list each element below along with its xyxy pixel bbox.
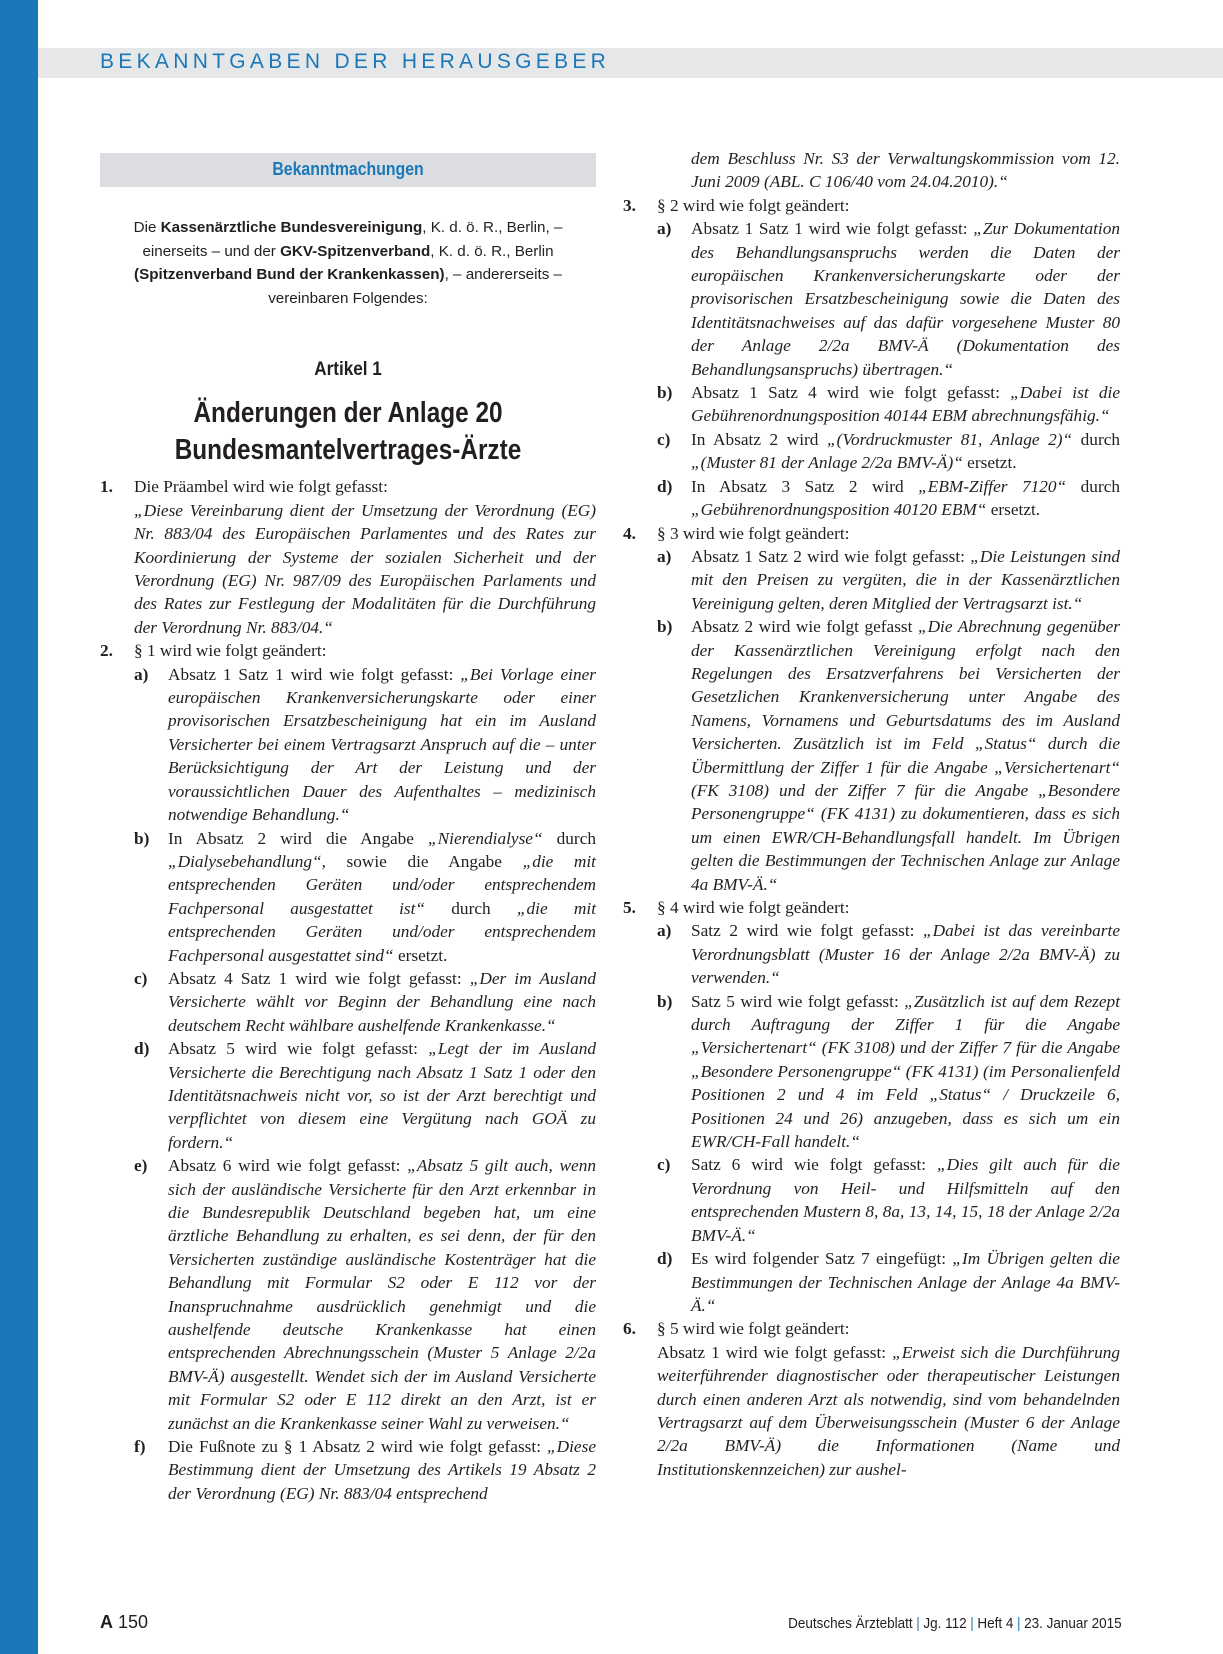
sub-text: Die Fußnote zu § 1 Absatz 2 wird wie folgt gefasst: [168,1437,548,1457]
right-column [623,147,1120,1481]
sub-text: In Absatz 2 wird [691,429,828,449]
item-intro: Die Präambel wird wie folgt gefasst: [134,477,388,497]
sub-text: durch [1072,429,1121,449]
sub-letter: d) [134,1039,150,1059]
item-5-c [657,1153,1120,1247]
sub-text: Satz 2 wird wie folgt gefasst: [691,921,924,941]
sub-text: Absatz 1 Satz 2 wird wie folgt gefasst: [691,546,971,566]
intro-text-3: , K. d. ö. R., Berlin [430,242,554,260]
intro-spitzenverband: (Spitzenverband Bund der Krankenkassen) [134,266,445,283]
item-4-b [657,615,1120,896]
sub-letter: a) [657,546,672,566]
sub-text: Absatz 1 Satz 1 wird wie folgt gefasst: [168,664,461,684]
intro-gkv: GKV-Spitzenverband [280,242,431,260]
sub-quote: „Die Leistungen sind mit den Preisen zu vergüten, die in der Kassenärztlichen Vereinigung gelten, deren Mitglied der Vertragsarzt ist.“ [691,546,1121,613]
item-2-c [134,967,596,1037]
item-intro: § 1 wird wie folgt geändert: [134,641,327,661]
footer-citation [788,1615,1122,1632]
item-3-c [657,428,1120,475]
intro-kbv: Kassenärztliche Bundesvereinigung [160,219,423,236]
item-quote: „Erweist sich die Durchführung weiterführender diagnostischer oder therapeutischer Leistungen durch einen anderen Arzt als notwendig, sind vom behandelnden Vertragsarzt auf dem Überweisungsschein (Muster 6 der Anlage 2/2a BMV-Ä) die Informationen (Name und Institutionskennzeichen) zur aushel- [657,1342,1120,1479]
sub-letter: a) [657,219,672,239]
intro-text-1: Die [133,219,161,236]
sub-text: durch [542,828,596,848]
sub-quote: „die mit entsprechenden Geräten und/oder entsprechendem Fachpersonal ausgestattet sind“ [168,898,596,965]
footer-separator: | [916,1615,921,1632]
sub-quote: „Zur Dokumentation des Behandlungsanspruchs werden die Daten der europäischen Krankenversicherungskarte oder der provisorischen Ersatzbescheinigung sowie die Daten des Identitätsnachweises auf das dafür vorgesehene Muster 80 der Anlage 2/2a BMV-Ä (Dokumentation des Behandlungsanspruchs) übertragen.“ [691,219,1120,379]
footer-separator: | [1017,1615,1021,1632]
sub-letter: b) [134,828,150,848]
item-intro: § 5 wird wie folgt geändert: [657,1319,850,1339]
sub-text: durch [425,898,517,918]
item-2-a [134,663,596,827]
sub-quote: „Absatz 5 gilt auch, wenn sich der ausländische Versicherte für den Arzt erkennbar in die Bundesrepublik Deutschland begeben hat, um eine ärztliche Behandlung zu erhalten, es sei denn, der für den Versicherten zuständige ausländische Kostenträger hat die Behandlung mit Formular S2 oder E 112 vor der Inanspruchnahme ausdrücklich genehmigt und die aushelfende deutsche Krankenkasse hat einen entsprechenden Abrechnungsschein (Muster 5 Anlage 2/2a BMV-Ä) ausgestellt. Wendet sich der im Ausland Versicherte mit Formular S2 oder E 112 direkt an den Arzt, ist er zunächst an die Krankenkasse seiner Wahl zu verweisen.“ [168,1156,596,1433]
sub-letter: b) [657,383,673,403]
page-num: 150 [113,1612,149,1632]
article-label: Artikel 1 [314,359,382,380]
sub-quote: „Dabei ist die Gebührenordnungsposition 40144 EBM abrechnungsfähig.“ [691,383,1120,426]
item-3-a [657,217,1120,381]
sub-letter: f) [134,1437,146,1457]
article-title-line-2: Bundesmantelvertrages-Ärzte [174,434,522,467]
item-5-a [657,919,1120,989]
item-number: 3. [623,195,636,215]
sub-quote: „EBM-Ziffer 7120“ [918,476,1067,496]
sub-text: Absatz 2 wird wie folgt gefasst [691,617,918,637]
footer-separator: | [970,1615,975,1632]
item-number: 2. [100,641,113,661]
item-5-b [657,990,1120,1154]
sub-letter: b) [657,991,673,1011]
item-number: 4. [623,523,636,543]
item-number: 6. [623,1319,636,1339]
sub-letter: a) [657,921,672,941]
article-title [140,395,557,469]
sub-letter: b) [657,617,673,637]
sub-text: In Absatz 3 Satz 2 wird [691,476,919,496]
intro-text-4: , – andererseits – vereinbaren Folgendes: [268,266,562,307]
item-5 [623,896,1120,919]
item-2-b [134,827,596,967]
page-number [100,1612,148,1633]
article-title-line-1: Änderungen der Anlage 20 [193,397,503,430]
sub-quote: „Legt der im Ausland Versicherte die Berechtigung nach Absatz 1 Satz 1 oder den Identitätsnachweis nicht vor, so ist der Arzt berechtigt und verpflichtet von diesem eine Vergütung nach GOÄ zu fordern.“ [168,1039,596,1152]
section-box [100,153,596,187]
sub-quote: „(Vordruckmuster 81, Anlage 2)“ [827,429,1073,449]
item-2-e [134,1154,596,1435]
sub-text: Absatz 1 Satz 1 wird wie folgt gefasst: [691,219,974,239]
sub-letter: c) [657,1155,671,1175]
item-4-a [657,545,1120,615]
item-2-d [134,1037,596,1154]
intro-paragraph [100,216,596,310]
sub-text: In Absatz 2 wird die Angabe [168,828,429,848]
sub-quote: „Dabei ist das vereinbarte Verordnungsblatt (Muster 16 der Anlage 2/2a BMV-Ä) zu verwenden.“ [691,921,1121,988]
item-3-d [657,475,1120,522]
sub-text: Satz 6 wird wie folgt gefasst: [691,1155,938,1175]
item-5-d [657,1247,1120,1317]
sub-quote: „Diese Bestimmung dient der Umsetzung des Artikels 19 Absatz 2 der Verordnung (EG) Nr. 883/04 entsprechend [168,1437,596,1503]
item-intro: § 4 wird wie folgt geändert: [657,898,850,917]
journal-date: 23. Januar 2015 [1024,1615,1122,1632]
sub-quote: „Dies gilt auch für die Verordnung von Heil- und Hilfsmitteln auf den entsprechenden Mustern 8, 8a, 13, 14, 15, 18 der Anlage 2/2a BMV-Ä.“ [691,1155,1120,1245]
sub-text: durch [1066,476,1121,496]
sub-text: ersetzt. [393,945,448,965]
sub-letter: d) [657,1249,673,1269]
left-column [100,150,596,1505]
page-prefix: A [100,1612,113,1632]
sub-letter: a) [134,664,149,684]
item-3 [623,194,1120,217]
page-header-title: BEKANNTGABEN DER HERAUSGEBER [100,50,611,73]
sub-quote: „die mit entsprechenden Geräten und/oder entsprechendem Fachpersonal ausgestattet ist“ [168,851,596,918]
sub-text: , sowie die Angabe [321,851,523,871]
item-quote: „Diese Vereinbarung dient der Umsetzung der Verordnung (EG) Nr. 883/04 des Europäischen Parlamentes und des Rates zur Koordinierung der Systeme der sozialen Sicherheit und der Verordnung (EG) Nr. 987/09 des Europäischen Parlaments und des Rates zur Festlegung der Modalitäten für die Durchführung der Verordnung Nr. 883/04.“ [134,500,596,637]
sub-text: Absatz 6 wird wie folgt gefasst: [168,1156,408,1176]
left-color-bar [0,0,38,1654]
item-6 [623,1317,1120,1481]
sub-text: Satz 5 wird wie folgt gefasst: [691,991,905,1011]
item-2-f-continuation: dem Beschluss Nr. S3 der Verwaltungskommission vom 12. Juni 2009 (ABL. C 106/40 vom 24.04.2010).“ [691,149,1120,192]
intro-text-2: , K. d. ö. R., Berlin, – einerseits – und der [142,219,563,260]
sub-quote: „Nierendialyse“ [428,828,543,848]
sub-letter: d) [657,476,673,496]
sub-quote: „Die Abrechnung gegenüber der Kassenärztlichen Vereinigung erfolgt nach den Regelungen des Ersatzverfahrens bei Versicherten der Gesetzlichen Krankenversicherung unter Angabe des Namens, Vornamens und Geburtsdatums des im Ausland Versicherten. Zusätzlich ist im Feld „Status“ durch die Übermittlung der Ziffer 1 für die Angabe „Versichertenart“ (FK 3108) und der Ziffer 7 für die Angabe „Besondere Personengruppe“ (FK 4131) zu dokumentieren, dass es sich um einen EWR/CH-Behandlungsfall handelt. Im Übrigen gelten die Bestimmungen der Technischen Anlage zur Anlage 4a BMV-Ä.“ [691,617,1120,894]
sub-text: ersetzt. [986,500,1041,520]
journal-issue: Heft 4 [977,1615,1014,1632]
sub-letter: c) [134,968,148,988]
sub-text: Es wird folgender Satz 7 eingefügt: [691,1249,953,1269]
item-2-f [134,1435,596,1505]
item-number: 5. [623,898,636,917]
item-number: 1. [100,477,113,497]
sub-text: ersetzt. [962,453,1017,473]
sub-quote: „Dialysebehandlung“ [168,851,322,871]
sub-letter: c) [657,429,671,449]
sub-text: Absatz 4 Satz 1 wird wie folgt gefasst: [168,968,470,988]
sub-quote: „Gebührenordnungsposition 40120 EBM“ [691,500,987,520]
item-4 [623,522,1120,545]
item-3-b [657,381,1120,428]
journal-name: Deutsches Ärzteblatt [788,1615,913,1632]
item-intro: § 3 wird wie folgt geändert: [657,523,850,543]
sub-quote: „Bei Vorlage einer europäischen Krankenversicherungskarte oder einer provisorischen Ersatzbescheinigung hat ein im Ausland Versicherter bei einem Vertragsarzt Anspruch auf die – unter Berücksichtigung der Art der Leistung und der voraussichtlichen Dauer des Aufenthaltes – medizinisch notwendige Behandlung.“ [168,664,597,825]
sub-quote: „Im Übrigen gelten die Bestimmungen der Technischen Anlage der Anlage 4a BMV-Ä.“ [691,1249,1120,1315]
sub-text: Absatz 1 Satz 4 wird wie folgt gefasst: [691,383,1011,403]
item-1 [100,475,596,639]
item-text: Absatz 1 wird wie folgt gefasst: [657,1342,893,1362]
item-intro: § 2 wird wie folgt geändert: [657,195,850,215]
journal-volume: Jg. 112 [923,1615,967,1632]
sub-letter: e) [134,1156,148,1176]
sub-quote: „(Muster 81 der Anlage 2/2a BMV-Ä)“ [691,453,963,473]
section-title: Bekanntmachungen [272,159,424,180]
sub-quote: „Der im Ausland Versicherte wählt vor Beginn der Behandlung eine nach deutschem Recht wählbare aushelfende Krankenkasse.“ [168,968,596,1035]
item-2 [100,639,596,662]
sub-text: Absatz 5 wird wie folgt gefasst: [168,1039,429,1059]
sub-quote: „Zusätzlich ist auf dem Rezept durch Auftragung der Ziffer 1 für die Angabe „Versichertenart“ (FK 3108) und der Ziffer 7 für die Angabe „Besondere Personengruppe“ (FK 4131) (im Personalienfeld Positionen 2 und 4 im Feld „Status“ / Druckzeile 6, Positionen 24 und 26) anzugeben, dass es sich um ein EWR/CH-Fall handelt.“ [691,991,1120,1152]
